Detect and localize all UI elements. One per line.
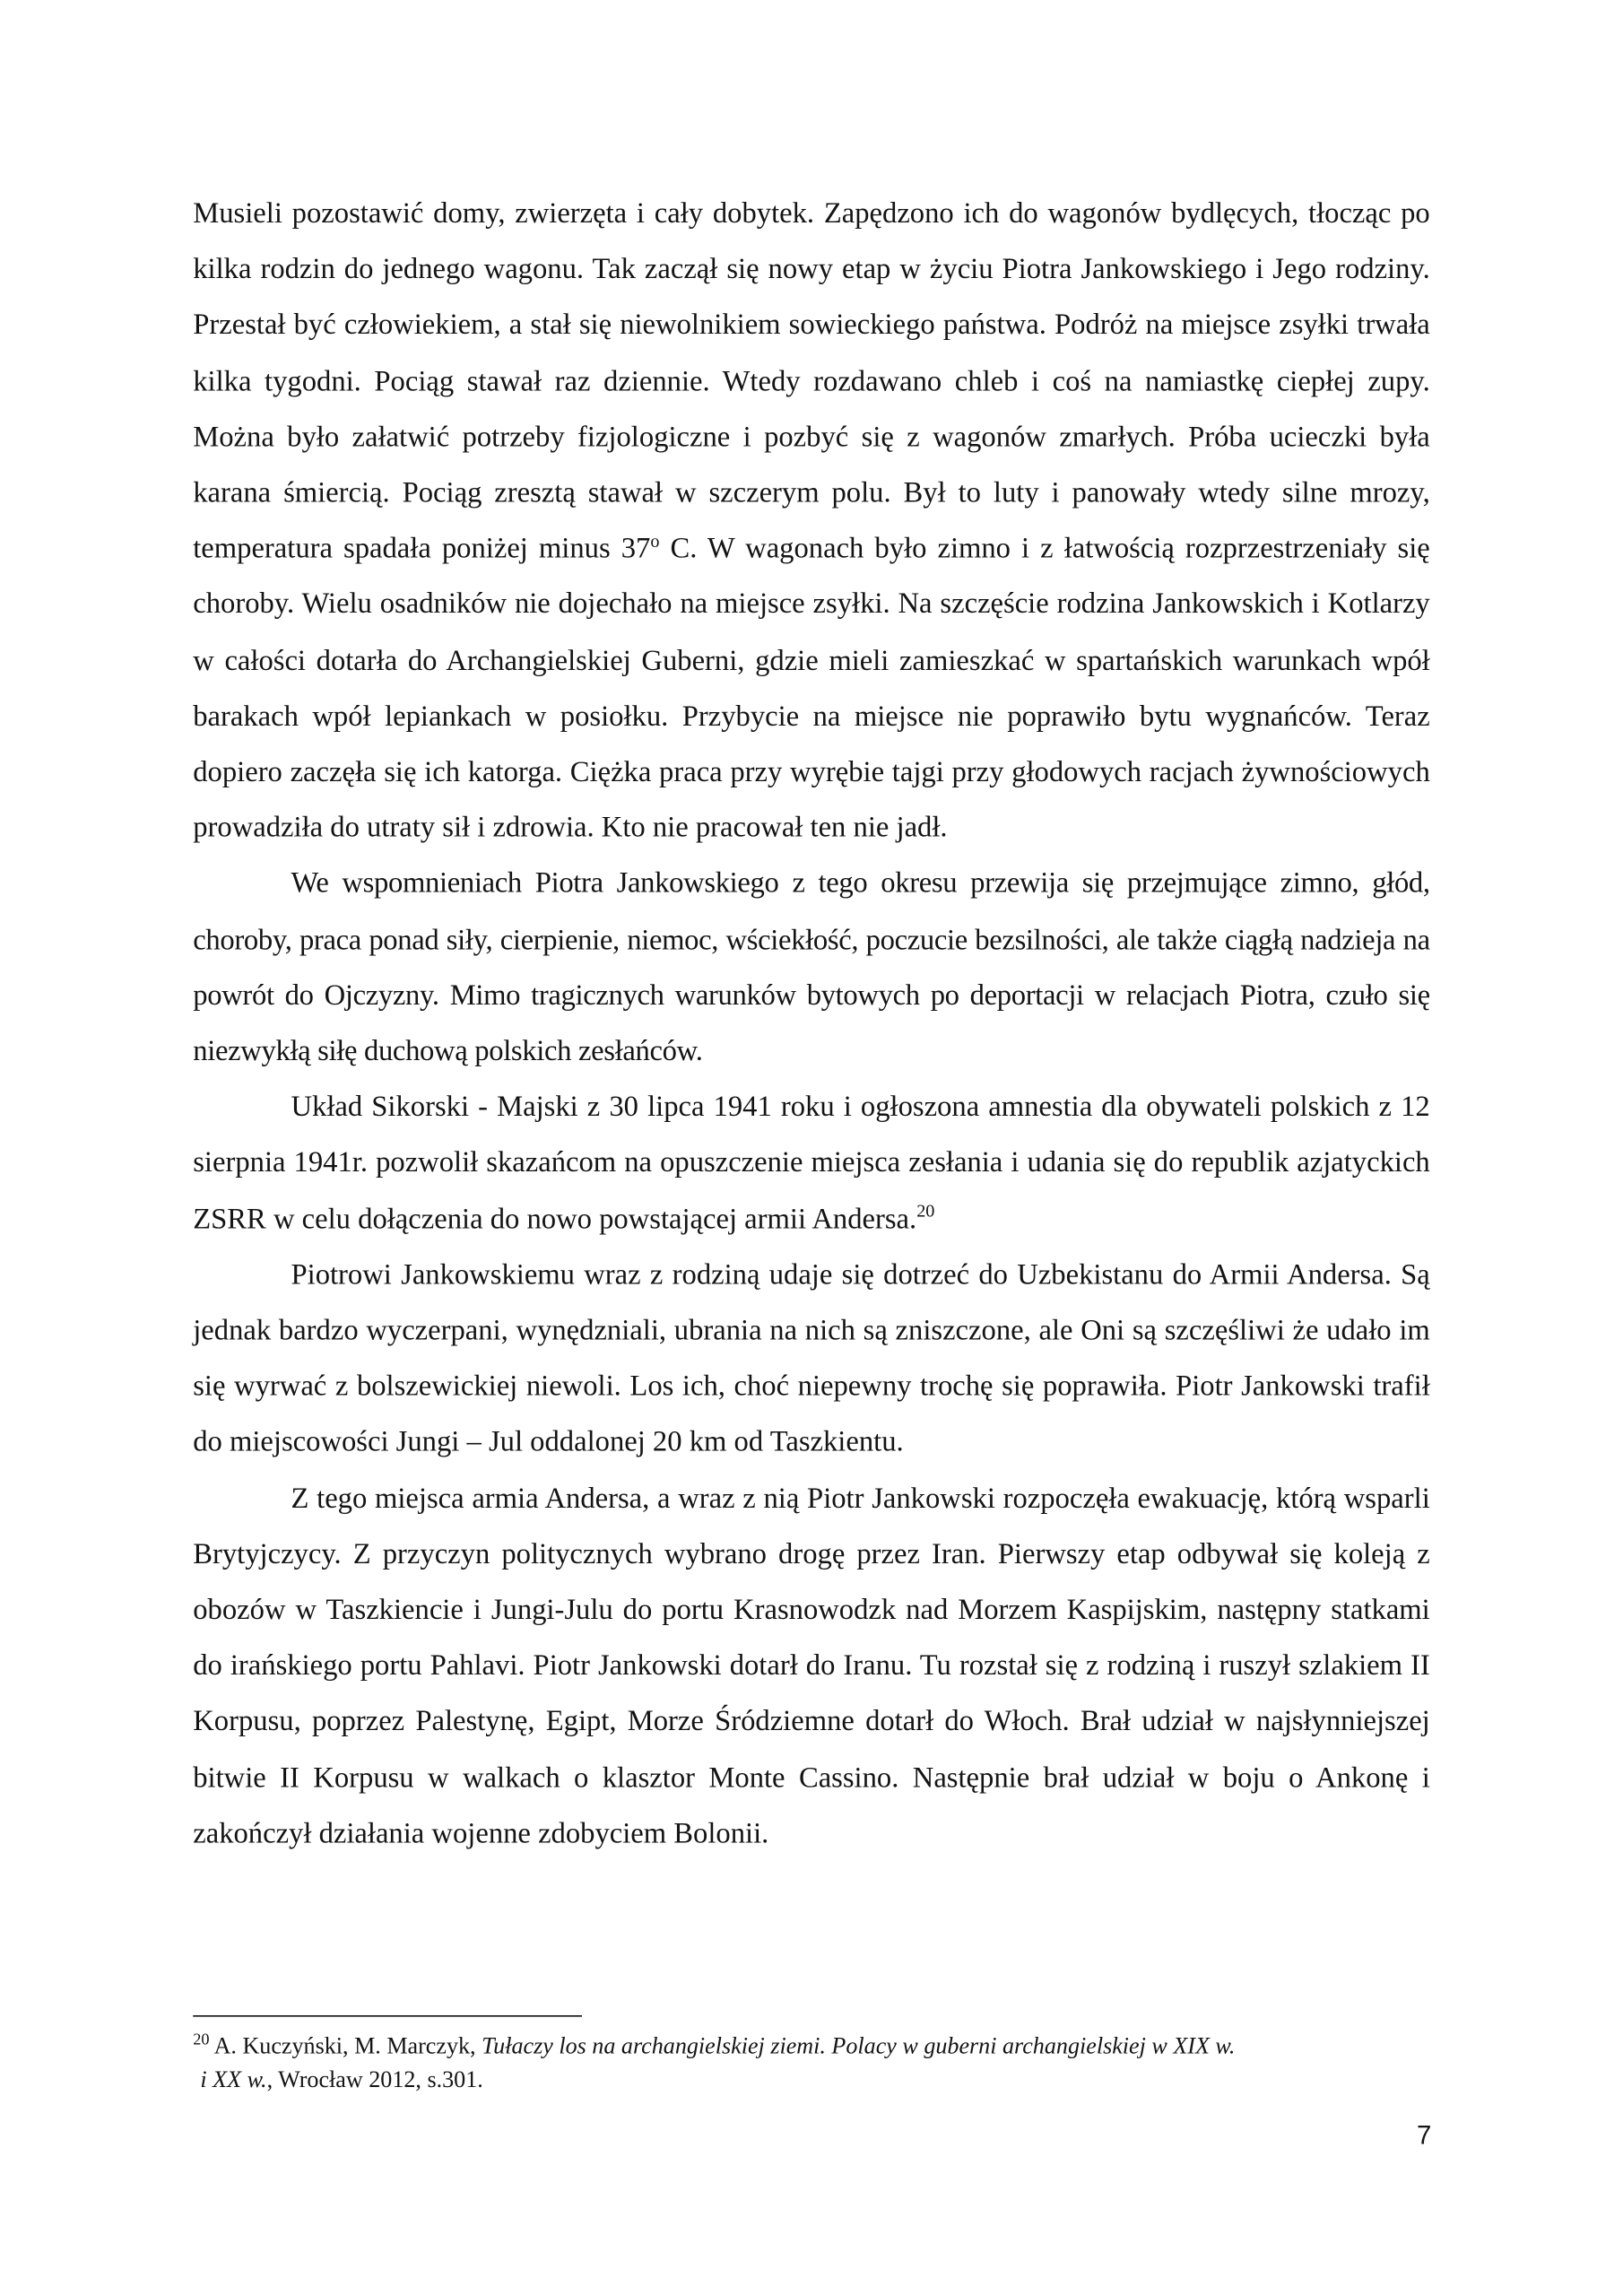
- footnote-line-2: [193, 2064, 1430, 2098]
- paragraph-2: We wspomnieniach Piotra Jankowskiego z tego okresu przewija się przejmujące zimno, głód, choroby, praca ponad siły, cierpienie, niemoc, wściekłość, poczucie bezsilności, ale także ciągłą nadzieja na powrót do Ojczyzny. Mimo tragicznych warunków bytowych po deportacji w relacjach Piotra, czuło się niezwykłą siłę duchową polskich zesłańców.: [193, 867, 1430, 1068]
- footnote-separator: [193, 2015, 582, 2017]
- degree-superscript: o: [650, 530, 660, 552]
- footnote-reference: 20: [916, 1201, 935, 1222]
- footnote-authors: A. Kuczyński, M. Marczyk,: [209, 2034, 482, 2059]
- paragraph-1: [193, 186, 1430, 857]
- paragraph-5: Z tego miejsca armia Andersa, a wraz z nią Piotr Jankowski rozpoczęła ewakuację, którą wsparli Brytyjczycy. Z przyczyn politycznych wybrano drogę przez Iran. Pierwszy etap odbywał się koleją z obozów w Taszkiencie i Jungi-Julu do portu Krasnowodzk nad Morzem Kaspijskim, następny statkami do irańskiego portu Pahlavi. Piotr Jankowski dotarł do Iranu. Tu rozstał się z rodziną i ruszył szlakiem II Korpusu, poprzez Palestynę, Egipt, Morze Śródziemne dotarł do Włoch. Brał udział w najsłynniejszej bitwie II Korpusu w walkach o klasztor Monte Cassino. Następnie brał udział w boju o Ankonę i zakończył działania wojenne zdobyciem Bolonii.: [193, 1482, 1430, 1850]
- footnote-publication: , Wrocław 2012, s.301.: [266, 2067, 483, 2093]
- body-text: [193, 186, 1430, 1862]
- paragraph-1-text-cont: C. W wagonach było zimno i z łatwością rozprzestrzeniały się choroby. Wielu osadników nie dojechało na miejsce zsyłki. Na szczęście rodzina Jankowskich i Kotlarzy w całości dotarła do Archangielskiej Guberni, gdzie mieli zamieszkać w spartańskich warunkach wpół barakach wpół lepiankach w posiołku. Przybycie na miejsce nie poprawiło bytu wygnańców. Teraz dopiero zaczęła się ich katorga. Ciężka praca przy wyrębie tajgi przy głodowych racjach żywnościowych prowadziła do utraty sił i zdrowia. Kto nie pracował ten nie jadł.: [193, 532, 1430, 845]
- paragraph-4: Piotrowi Jankowskiemu wraz z rodziną udaje się dotrzeć do Uzbekistanu do Armii Andersa. Są jednak bardzo wyczerpani, wynędzniali, ubrania na nich są zniszczone, ale Oni są szczęśliwi że udało im się wyrwać z bolszewickiej niewoli. Los ich, choć niepewny trochę się poprawiła. Piotr Jankowski trafił do miejscowości Jungi – Jul oddalonej 20 km od Taszkientu.: [193, 1258, 1430, 1459]
- footnote-title-cont: i XX w.: [200, 2067, 267, 2093]
- footnote-number: 20: [193, 2031, 210, 2050]
- footnote: [193, 2030, 1430, 2097]
- paragraph-3: [193, 1080, 1430, 1248]
- page-number: 7: [1417, 2120, 1432, 2151]
- footnote-line-1: [193, 2030, 1430, 2064]
- footnote-title: Tułaczy los na archangielskiej ziemi. Polacy w guberni archangielskiej w XIX w.: [482, 2034, 1236, 2059]
- paragraph-3-text: Układ Sikorski - Majski z 30 lipca 1941 roku i ogłoszona amnestia dla obywateli polskich z 12 sierpnia 1941r. pozwolił skazańcom na opuszczenie miejsca zesłania i udania się do republik azjatyckich ZSRR w celu dołączenia do nowo powstającej armii Andersa.: [193, 1091, 1430, 1236]
- paragraph-1-text: Musieli pozostawić domy, zwierzęta i cały dobytek. Zapędzono ich do wagonów bydlęcych, tłocząc po kilka rodzin do jednego wagonu. Tak zaczął się nowy etap w życiu Piotra Jankowskiego i Jego rodziny. Przestał być człowiekiem, a stał się niewolnikiem sowieckiego państwa. Podróż na miejsce zsyłki trwała kilka tygodni. Pociąg stawał raz dziennie. Wtedy rozdawano chleb i coś na namiastkę ciepłej zupy. Można było załatwić potrzeby fizjologiczne i pozbyć się z wagonów zmarłych. Próba ucieczki była karana śmiercią. Pociąg zresztą stawał w szczerym polu. Był to luty i panowały wtedy silne mrozy, temperatura spadała poniżej minus 37: [193, 197, 1430, 565]
